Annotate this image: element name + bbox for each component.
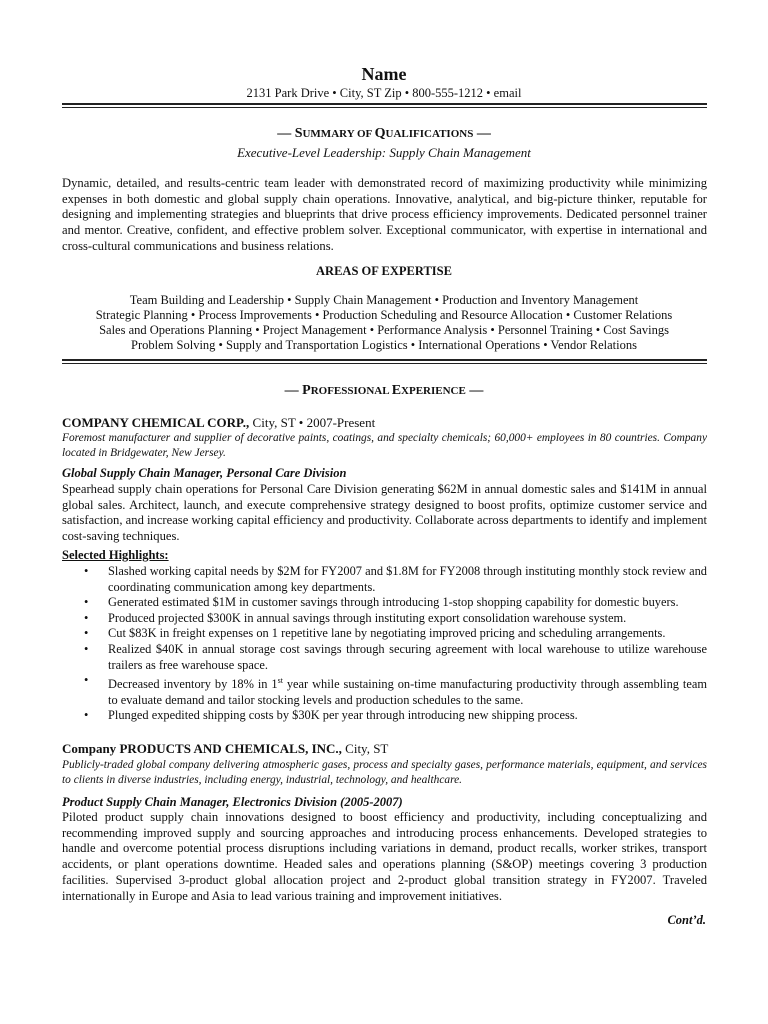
job2-location: City, ST	[341, 741, 389, 756]
job2-role-summary: Piloted product supply chain innovations designed to boost efficiency and productivity, including conceptualizing and recommending improved supply and sourcing approaches and introducing process enhancements. Developed strategies to handle and overcome potential process disruptions including variations in demand, product recalls, worker strikes, transport accidents, or plant operations downtime. Headed sales and operations planning (S&OP) meetings covering 3 production facilities. Supervised 3-product global allocation project and 2-product global transition strategy in FY2007. Traveled internationally in Europe and Asia to lead various training and improvement initiatives.	[62, 810, 707, 903]
bullet-glyph: •	[84, 626, 89, 641]
list-item	[62, 626, 707, 642]
bullet-glyph: •	[84, 595, 89, 610]
bullet-glyph: •	[84, 673, 89, 688]
expertise-divider	[62, 359, 707, 364]
heading-smallcaps: UALIFICATIONS	[385, 128, 474, 140]
list-item	[62, 642, 707, 673]
experience-heading	[0, 383, 768, 399]
list-item	[62, 611, 707, 627]
heading-dash: —	[277, 126, 292, 141]
expertise-line: Team Building and Leadership • Supply Chain Management • Production and Inventory Management	[129, 293, 639, 307]
heading-initial: Q	[374, 126, 386, 141]
job2-company-description: Publicly-traded global company delivering atmospheric gases, process and specialty gases, performance materials, equipment, and services to clients in diverse industries, including energy, industrial, technology, and healthcare.	[62, 759, 707, 787]
contact-line: 2131 Park Drive • City, ST Zip • 800-555-1212 • email	[246, 86, 522, 100]
job1-company-name: COMPANY CHEMICAL CORP.,	[62, 415, 250, 430]
heading-initial: S	[294, 126, 303, 141]
job1-highlights-label: Selected Highlights:	[62, 548, 169, 562]
heading-dash: —	[284, 383, 299, 398]
highlight-text: Plunged expedited shipping costs by $30K per year through introducing new shipping process.	[108, 708, 578, 723]
job2-company-prefix: Company	[62, 741, 120, 756]
heading-smallcaps: UMMARY OF	[302, 128, 375, 140]
header-divider	[62, 103, 707, 108]
heading-initial: E	[391, 383, 402, 398]
list-item	[62, 595, 707, 611]
job2-company-line	[62, 741, 388, 757]
highlight-text: Cut $83K in freight expenses on 1 repetitive lane by negotiating improved pricing and scheduling arrangements.	[108, 626, 666, 641]
job1-company-description: Foremost manufacturer and supplier of decorative paints, coatings, and specialty chemicals; 60,000+ employees in 80 countries. Company located in Bridgewater, New Jersey.	[62, 432, 707, 460]
bullet-glyph: •	[84, 641, 89, 656]
job1-highlights-list	[62, 564, 707, 724]
expertise-line: Sales and Operations Planning • Project Management • Performance Analysis • Personnel Training • Cost Savings	[99, 323, 669, 337]
bullet-glyph: •	[84, 610, 89, 625]
highlight-text: Produced projected $300K in annual savings through instituting export consolidation warehouse system.	[108, 610, 627, 625]
heading-initial: P	[302, 383, 311, 398]
summary-subtitle: Executive-Level Leadership: Supply Chain Management	[237, 145, 531, 160]
continued-marker: Cont’d.	[667, 913, 706, 927]
heading-smallcaps: ROFESSIONAL	[310, 385, 392, 397]
bullet-glyph: •	[84, 708, 89, 723]
heading-dash: —	[469, 383, 484, 398]
expertise-heading: AREAS OF EXPERTISE	[316, 264, 452, 278]
list-item	[62, 708, 707, 724]
summary-paragraph: Dynamic, detailed, and results-centric team leader with demonstrated record of maximizing productivity while minimizing expenses in both domestic and global supply chain operations. Innovative, analytical, and big-picture thinker, reputable for designing and implementing strategies and blueprints that drive process efficiency improvements. Dedicated personnel trainer and mentor. Creative, confident, and effective problem solver. Exceptional communicator, with expertise in international and cross-cultural communications and business relations.	[62, 176, 707, 253]
highlight-text: Decreased inventory by 18% in 1	[108, 677, 278, 692]
summary-heading	[0, 126, 768, 142]
ordinal-suffix: st	[277, 676, 283, 686]
highlight-text: Realized $40K in annual storage cost savings through securing agreement with local warehouse to utilize warehouse trailers as free warehouse space.	[108, 641, 707, 672]
highlight-text: year while sustaining on-time manufacturing productivity through assembling team to evaluate demand and tailor stocking levels and production schedules to the same.	[108, 677, 707, 707]
list-item	[62, 564, 707, 595]
highlight-text: Generated estimated $1M in customer savings through introducing 1-stop shopping capability for domestic buyers.	[108, 595, 679, 610]
job2-role-title: Product Supply Chain Manager, Electronics Division (2005-2007)	[62, 795, 403, 809]
expertise-line: Strategic Planning • Process Improvements • Production Scheduling and Resource Allocation • Customer Relations	[95, 308, 673, 322]
job1-company-line	[62, 415, 375, 431]
job2-company-name: PRODUCTS AND CHEMICALS, INC.,	[119, 741, 342, 756]
expertise-line: Problem Solving • Supply and Transportation Logistics • International Operations • Vendor Relations	[131, 338, 637, 352]
highlight-text: Slashed working capital needs by $2M for FY2007 and $1.8M for FY2008 through instituting monthly stock review and coordinating communication among key departments.	[108, 564, 707, 594]
job1-role-title: Global Supply Chain Manager, Personal Care Division	[62, 466, 347, 480]
job1-role-summary: Spearhead supply chain operations for Personal Care Division generating $62M in annual domestic sales and $141M in annual global sales. Architect, launch, and execute comprehensive strategy designed to boost profits, optimize customer service and satisfaction, and increase working capital efficiency and productivity. Collaborate across departments to identify and implement cost-saving techniques.	[62, 482, 707, 544]
bullet-glyph: •	[84, 564, 89, 578]
job1-location-dates: City, ST • 2007-Present	[249, 415, 376, 430]
candidate-name: Name	[361, 64, 407, 84]
heading-smallcaps: XPERIENCE	[401, 385, 466, 397]
list-item	[62, 673, 707, 708]
heading-dash: —	[476, 126, 491, 141]
